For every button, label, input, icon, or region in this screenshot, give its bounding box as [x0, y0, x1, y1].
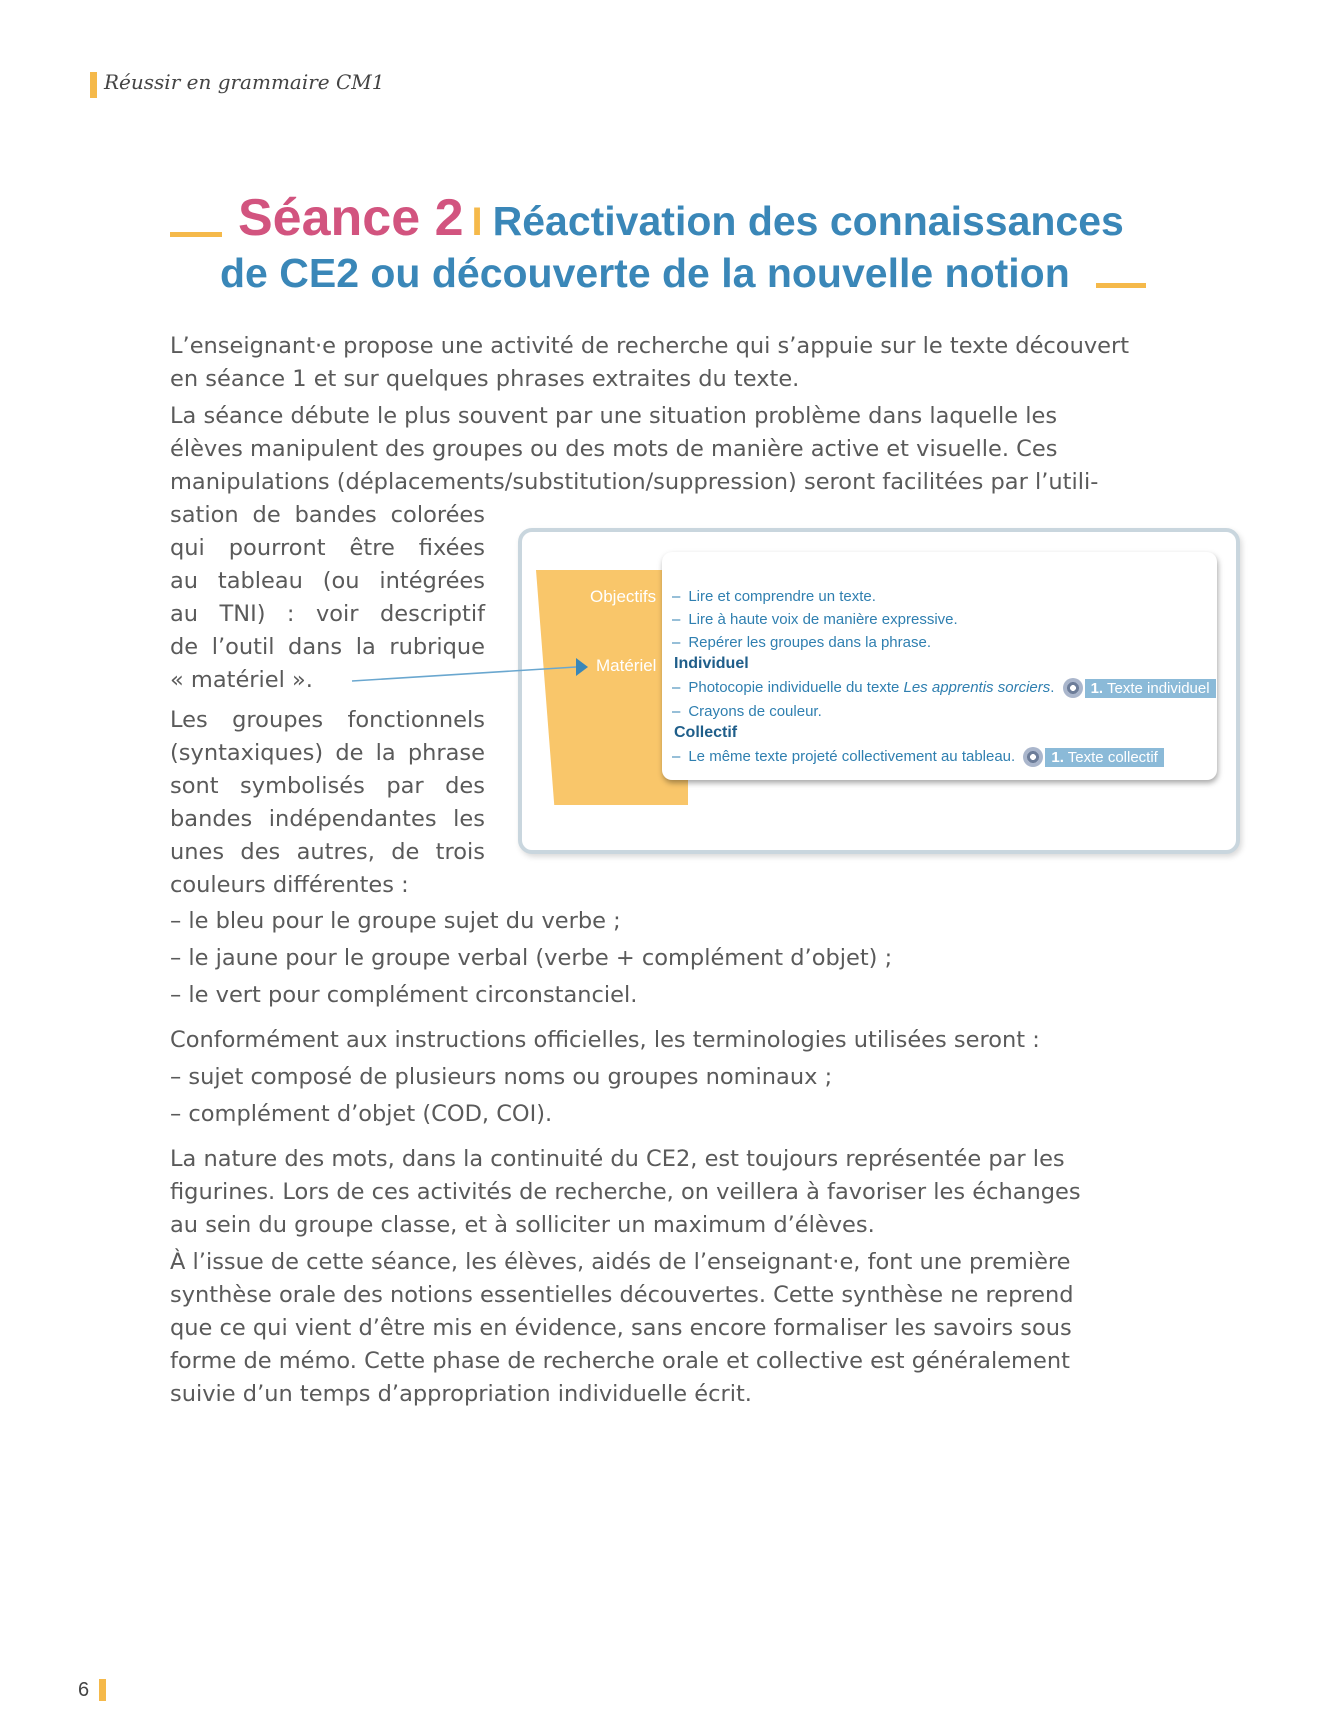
collectif-text: Le même texte projeté collectivement au tableau.: [688, 747, 1016, 765]
wrap-line: bandes indépendantes les: [170, 806, 485, 832]
paragraph-5-line: figurines. Lors de ces activités de recherche, on veillera à favoriser les échanges: [170, 1179, 1081, 1205]
paragraph-6-line: forme de mémo. Cette phase de recherche orale et collective est généralement: [170, 1348, 1070, 1374]
paragraph-1-line-1: L’enseignant·e propose une activité de recherche qui s’appuie sur le texte découvert: [170, 333, 1130, 359]
book-title: Les apprentis sorciers: [903, 678, 1051, 696]
wrap-line: « matériel ».: [170, 667, 313, 693]
list-item: – le vert pour complément circonstanciel.: [170, 982, 638, 1008]
dash: –: [672, 678, 681, 696]
title-separator: I: [471, 200, 483, 244]
paragraph-1-line-2: en séance 1 et sur quelques phrases extraites du texte.: [170, 366, 800, 392]
paragraph-5-line: au sein du groupe classe, et à solliciter un maximum d’élèves.: [170, 1212, 875, 1238]
objectif-text: Repérer les groupes dans la phrase.: [688, 634, 931, 651]
badge-number: 1.: [1051, 748, 1064, 766]
label-materiel: Matériel: [596, 656, 657, 675]
wrap-line: unes des autres, de trois: [170, 839, 485, 865]
label-objectifs: Objectifs: [590, 587, 657, 606]
title-text-1: Réactivation des connaissances: [492, 198, 1124, 244]
dash: –: [672, 611, 681, 628]
paragraph-6-line: synthèse orale des notions essentielles découvertes. Cette synthèse ne reprend: [170, 1282, 1074, 1308]
paragraph-2-line-3: manipulations (déplacements/substitution/suppression) seront facilitées par l’utili-: [170, 469, 1099, 495]
dash: –: [672, 588, 681, 605]
paragraph-4: Conformément aux instructions officielles, les terminologies utilisées seront :: [170, 1027, 1040, 1053]
seance-label: Séance 2: [238, 189, 464, 247]
paragraph-6-line: suivie d’un temps d’appropriation individuelle écrit.: [170, 1381, 752, 1407]
section-title-line2: de CE2 ou découverte de la nouvelle notion: [220, 250, 1070, 296]
list-item: – le jaune pour le groupe verbal (verbe + complément d’objet) ;: [170, 945, 893, 971]
individuel-text: Photocopie individuelle du texte: [688, 678, 904, 696]
list-item: – complément d’objet (COD, COI).: [170, 1101, 553, 1127]
page-number: 6: [78, 1679, 90, 1701]
badge-text: Texte collectif: [1067, 748, 1158, 766]
list-item: – le bleu pour le groupe sujet du verbe ;: [170, 908, 621, 934]
running-title: Réussir en grammaire CM1: [104, 70, 385, 94]
wrap-line: (syntaxiques) de la phrase: [170, 740, 485, 766]
objectif-text: Lire à haute voix de manière expressive.: [688, 611, 958, 628]
dash: –: [672, 747, 681, 765]
heading-individuel: Individuel: [674, 655, 749, 672]
paragraph-6-line: que ce qui vient d’être mis en évidence, sans encore formaliser les savoirs sous: [170, 1315, 1072, 1341]
individuel-suffix: .: [1050, 678, 1055, 696]
paragraph-6-line: À l’issue de cette séance, les élèves, aidés de l’enseignant·e, font une première: [170, 1249, 1071, 1275]
dash: –: [672, 634, 681, 651]
badge-text: Texte individuel: [1107, 679, 1210, 697]
paragraph-2-line-2: élèves manipulent des groupes ou des mots de manière active et visuelle. Ces: [170, 436, 1058, 462]
individuel-text: Crayons de couleur.: [688, 703, 822, 720]
badge-number: 1.: [1090, 679, 1104, 697]
wrap-line: qui pourront être fixées: [170, 535, 485, 561]
dash: –: [672, 703, 681, 720]
wrap-line: sation de bandes colorées: [170, 502, 485, 528]
heading-collectif: Collectif: [674, 724, 738, 741]
wrap-line: couleurs différentes :: [170, 872, 409, 898]
wrap-line: au TNI) : voir descriptif: [170, 601, 485, 627]
paragraph-5-line: La nature des mots, dans la continuité du CE2, est toujours représentée par les: [170, 1146, 1065, 1172]
objectif-text: Lire et comprendre un texte.: [688, 588, 876, 605]
list-item: – sujet composé de plusieurs noms ou groupes nominaux ;: [170, 1064, 833, 1090]
wrap-line: sont symbolisés par des: [170, 773, 485, 799]
wrap-line: de l’outil dans la rubrique: [170, 634, 485, 660]
footer-accent-bar: [99, 1679, 106, 1701]
paragraph-2-line-1: La séance débute le plus souvent par une situation problème dans laquelle les: [170, 403, 1058, 429]
wrap-line: au tableau (ou intégrées: [170, 568, 485, 594]
wrap-line: Les groupes fonctionnels: [170, 707, 485, 733]
